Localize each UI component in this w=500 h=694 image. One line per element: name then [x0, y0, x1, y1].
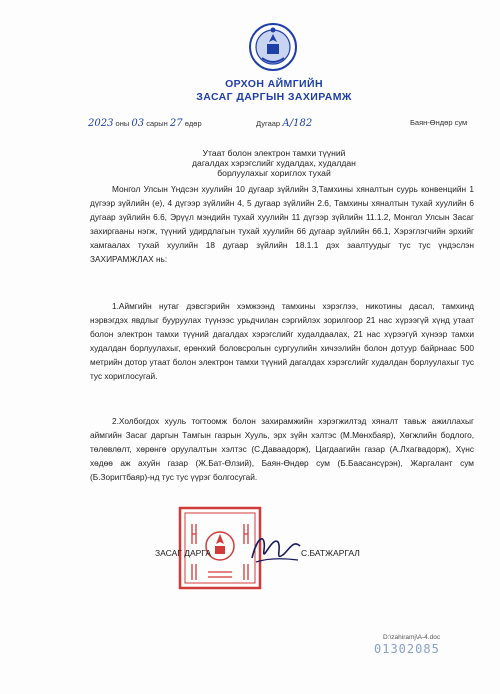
- date-day: 27: [169, 118, 183, 129]
- number-value: А/182: [282, 118, 313, 129]
- title-line1: Утаат болон электрон тамхи түүний: [202, 148, 346, 158]
- file-path: D:\zahiramj\A-4.doc: [383, 634, 441, 641]
- date-month-label: сарын: [146, 119, 168, 128]
- order-item-2: 2.Холбогдох хууль тогтоомж болон захирамжийн хэрэгжилтэд хяналт тавьж ажиллахыг аймгийн Засаг даргын Тамгын газрын Хууль, эрх зүйн хэлтэс (М.Мөнхбаяр), Хөгжлийн бодлого, төлөвлөлт, хөрөнгө оруулалтын хэлтэс (С.Даваадорж), Цагдаагийн газар (А.Лхагвадорж), Хүнс хөдөө аж ахуйн газар (Ж.Бат-Өлзий), Баян-Өндөр сум (Б.Баасансүрэн), Жаргалант сум (Б.Зоригтбаяр)-нд тус тус үүрэг болгосугай.: [90, 416, 474, 482]
- state-emblem-icon: [248, 22, 298, 72]
- signatory-name: С.БАТЖАРГАЛ: [301, 548, 360, 558]
- title-line2: дагалдах хэрэгслийг худалдах, худалдан: [192, 158, 356, 168]
- title-line3: борлуулахыг хориглох тухай: [217, 168, 331, 178]
- document-number: [256, 118, 312, 129]
- date-year: 2023: [88, 118, 114, 129]
- document-date: [88, 118, 202, 129]
- order-item-1: 1.Аймгийн нутаг дэвсгэрийн хэмжээнд тамхины хэрэглээ, никотины дасал, тамхинд нэрвэгдэх явдлыг бууруулах түүнээс урьдчилан сэргийлэх зорилгоор 21 нас хүрээгүй хүнд утаат болон электрон тамхи түүний дагалдах хэрэгслийг худалдаалах, 21 нас хүрээгүй хүнээр тамхи худалдан борлуулахыг, ерөнхий боловсролын сургуулийн хичээлийн болон дотуур байрнаас 500 метрийн дотор утаат болон электрон тамхи түүний дагалдах хэрэгслийг худалдан борлуулахыг тус тус хориглосугай.: [90, 301, 474, 381]
- date-year-label: оны: [115, 119, 130, 128]
- org-name-line2: ЗАСАГ ДАРГЫН ЗАХИРАМЖ: [196, 91, 352, 103]
- number-label: Дугаар: [256, 119, 281, 128]
- date-month: 03: [131, 118, 145, 129]
- signatory-title: ЗАСАГ ДАРГА: [155, 548, 212, 558]
- org-name-line1: ОРХОН АЙМГИЙН: [225, 78, 323, 90]
- document-place: Баян-Өндөр сум: [410, 118, 468, 127]
- date-day-label: өдөр: [184, 119, 202, 128]
- serial-number: 01302085: [374, 642, 440, 656]
- handwritten-signature: [246, 528, 306, 568]
- preamble-paragraph: Монгол Улсын Үндсэн хуулийн 10 дугаар зүйлийн 3,Тамхины хяналтын суурь конвенцийн 1 дүгээр зүйлийн (е), 4 дүгээр зүйлийн 4, 5 дугаар зүйлийн 2.6, Тамхины хяналтын тухай хуулийн 6 дугаар зүйлийн 6.6, Эрүүл мэндийн тухай хуулийн 11 дүгээр зүйлийн 11.1.2, Монгол Улсын Засаг захиргааны нэгж, түүний удирдлагын тухай хуулийн 66 дугаар зүйлийн 66.1, Хэрэглэгчийн эрхийг хамгаалах тухай хуулийн 18 дугаар зүйлийн 18.1.1 дэх заалтуудыг тус тус үндэслэн ЗАХИРАМЖЛАХ нь:: [90, 184, 474, 264]
- document-title: [120, 148, 428, 178]
